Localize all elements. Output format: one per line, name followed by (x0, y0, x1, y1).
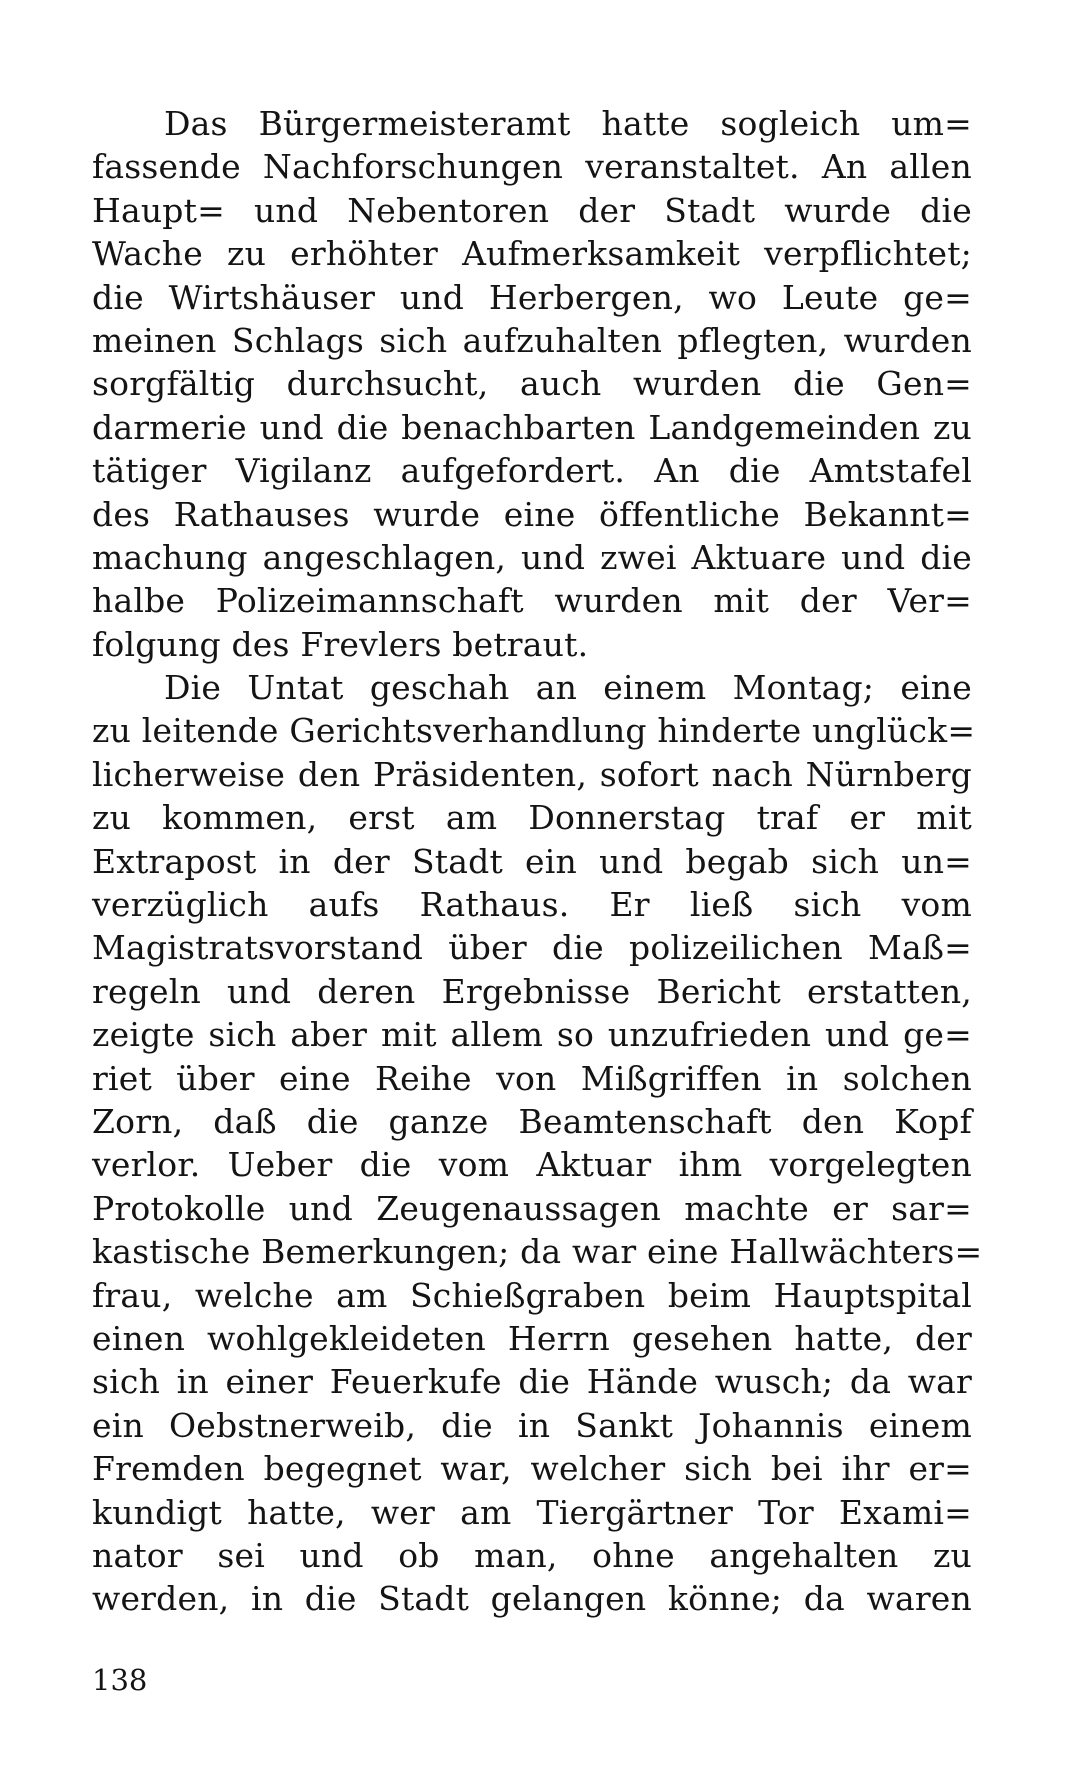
text-line: Wache zu erhöhter Aufmerksamkeit verpflichtet; (92, 234, 972, 274)
text-line: nator sei und ob man, ohne angehalten zu (92, 1535, 972, 1575)
text-line: meinen Schlags sich aufzuhalten pflegten, wurden (92, 320, 972, 360)
text-block (92, 102, 983, 1621)
text-line: tätiger Vigilanz aufgefordert. An die Amtstafel (92, 451, 972, 491)
text-line: sorgfältig durchsucht, auch wurden die Gen= (92, 364, 972, 404)
text-line: halbe Polizeimannschaft wurden mit der Ver= (92, 581, 972, 621)
paragraph-end-line: folgung des Frevlers betraut. (92, 624, 589, 664)
text-line: Protokolle und Zeugenaussagen machte er sar= (92, 1188, 972, 1228)
text-line: fassende Nachforschungen veranstaltet. An allen (92, 147, 972, 187)
text-line: kastische Bemerkungen; da war eine Hallwächters= (92, 1232, 983, 1272)
text-line: zu leitende Gerichtsverhandlung hinderte unglück= (92, 711, 976, 751)
text-line: Die Untat geschah an einem Montag; eine (164, 668, 972, 708)
text-line: Magistratsvorstand über die polizeilichen Maß= (92, 928, 972, 968)
text-line: Das Bürgermeisteramt hatte sogleich um= (164, 104, 972, 143)
text-line: Zorn, daß die ganze Beamtenschaft den Kopf (92, 1101, 972, 1141)
text-line: licherweise den Präsidenten, sofort nach Nürnberg (92, 754, 972, 794)
text-line: Haupt= und Nebentoren der Stadt wurde die (92, 190, 972, 230)
text-line: darmerie und die benachbarten Landgemeinden zu (92, 407, 972, 447)
text-line: Fremden begegnet war, welcher sich bei ihr er= (92, 1449, 972, 1489)
text-line: frau, welche am Schießgraben beim Hauptspital (92, 1275, 972, 1315)
text-line: werden, in die Stadt gelangen könne; da waren (92, 1579, 972, 1619)
text-line: verzüglich aufs Rathaus. Er ließ sich vom (92, 885, 972, 925)
text-line: Extrapost in der Stadt ein und begab sich un= (92, 841, 972, 881)
text-line: einen wohlgekleideten Herrn gesehen hatte, der (92, 1318, 972, 1358)
text-line: kundigt hatte, wer am Tiergärtner Tor Exami= (92, 1492, 972, 1532)
text-line: zu kommen, erst am Donnerstag traf er mit (92, 798, 972, 838)
text-line: des Rathauses wurde eine öffentliche Bekannt= (92, 494, 972, 534)
text-line: machung angeschlagen, und zwei Aktuare und die (92, 537, 972, 577)
text-line: regeln und deren Ergebnisse Bericht erstatten, (92, 971, 972, 1011)
text-line: die Wirtshäuser und Herbergen, wo Leute ge= (92, 277, 972, 317)
text-line: verlor. Ueber die vom Aktuar ihm vorgelegten (92, 1145, 972, 1185)
text-line: zeigte sich aber mit allem so unzufrieden und ge= (92, 1015, 972, 1055)
text-line: ein Oebstnerweib, die in Sankt Johannis einem (92, 1405, 972, 1445)
page-number: 138 (92, 1663, 148, 1697)
text-line: riet über eine Reihe von Mißgriffen in solchen (92, 1058, 972, 1098)
text-line: sich in einer Feuerkufe die Hände wusch; da war (92, 1362, 972, 1402)
